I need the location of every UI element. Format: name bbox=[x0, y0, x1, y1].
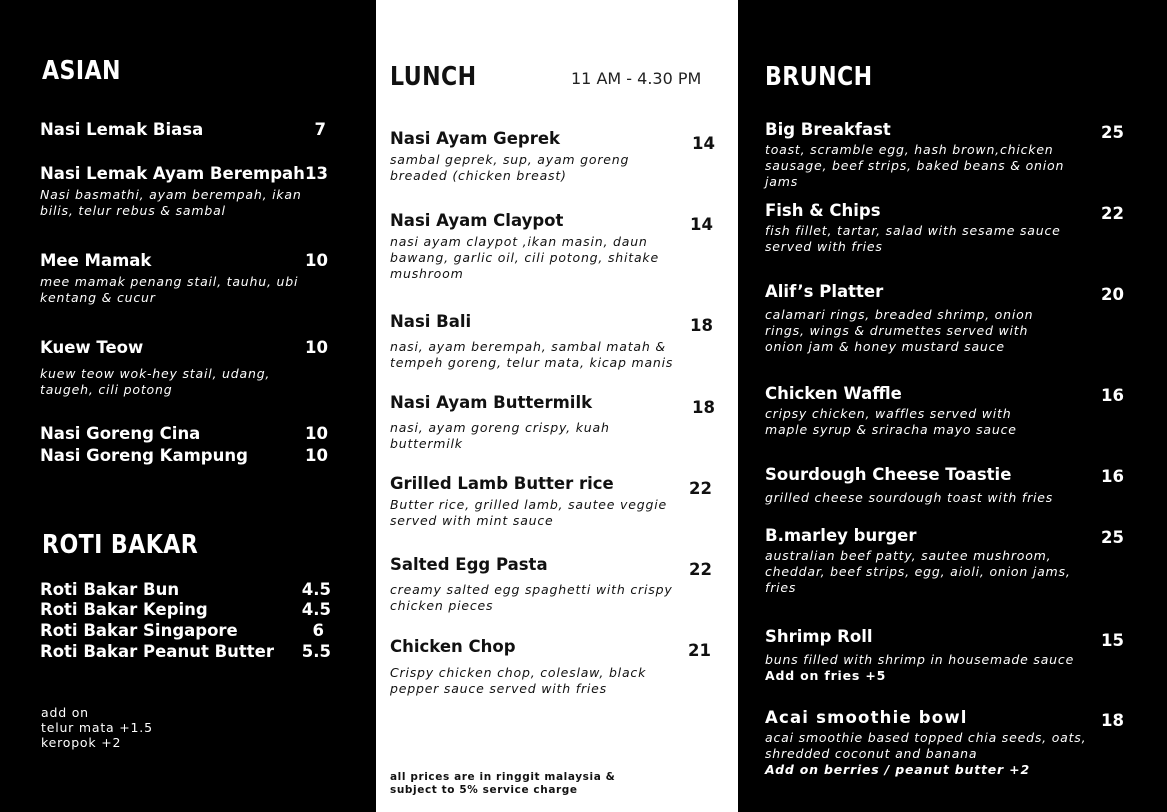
item-description: cripsy chicken, waffles served with maple syrup & sriracha mayo sauce bbox=[765, 406, 1017, 437]
menu-item bbox=[765, 627, 1095, 684]
add-on-note bbox=[41, 705, 153, 750]
item-name: Mee Mamak bbox=[40, 251, 152, 270]
brunch-panel bbox=[738, 0, 1167, 812]
menu-item bbox=[765, 465, 1085, 506]
footnote-line: all prices are in ringgit malaysia & bbox=[390, 771, 616, 783]
item-description: buns filled with shrimp in housemade sauce bbox=[765, 652, 1075, 667]
item-description: kuew teow wok-hey stail, udang, taugeh, cili potong bbox=[40, 366, 271, 397]
item-description: Butter rice, grilled lamb, sautee veggie served with mint sauce bbox=[390, 497, 667, 528]
item-description: Nasi basmathi, ayam berempah, ikan bilis, telur rebus & sambal bbox=[40, 187, 302, 218]
item-description: creamy salted egg spaghetti with crispy chicken pieces bbox=[390, 582, 673, 613]
item-price: 22 bbox=[689, 479, 712, 498]
item-price: 21 bbox=[688, 641, 711, 660]
price-footnote bbox=[390, 771, 615, 797]
asian-heading: ASIAN bbox=[42, 56, 121, 86]
item-name: Salted Egg Pasta bbox=[390, 555, 548, 574]
item-price: 18 bbox=[690, 316, 713, 335]
item-description: grilled cheese sourdough toast with fries bbox=[765, 490, 1054, 505]
item-price: 14 bbox=[690, 215, 713, 234]
menu-item bbox=[765, 526, 1090, 596]
add-on-label: add on bbox=[41, 705, 89, 720]
item-name: Sourdough Cheese Toastie bbox=[765, 465, 1012, 484]
item-name: Roti Bakar Peanut Butter bbox=[40, 642, 274, 661]
item-price: 10 bbox=[305, 338, 328, 357]
item-name: Roti Bakar Keping bbox=[40, 600, 208, 619]
menu-item bbox=[390, 474, 680, 529]
add-on-line: keropok +2 bbox=[41, 735, 122, 750]
menu-item bbox=[390, 129, 680, 184]
menu-item bbox=[40, 251, 315, 306]
add-on-note: Add on berries / peanut butter +2 bbox=[765, 762, 1030, 777]
item-description: mee mamak penang stail, tauhu, ubi kentang & cucur bbox=[40, 274, 299, 305]
menu-item bbox=[390, 637, 680, 697]
item-name: Roti Bakar Singapore bbox=[40, 621, 238, 640]
menu-item bbox=[765, 708, 1095, 778]
item-name: Shrimp Roll bbox=[765, 627, 873, 646]
menu-item bbox=[765, 201, 1065, 255]
item-description: fish fillet, tartar, salad with sesame sauce served with fries bbox=[765, 223, 1061, 254]
item-price: 18 bbox=[1101, 711, 1124, 730]
item-price: 6 bbox=[312, 621, 324, 640]
item-description: sambal geprek, sup, ayam goreng breaded (chicken breast) bbox=[390, 152, 630, 183]
menu-item bbox=[390, 393, 670, 452]
menu-item bbox=[390, 555, 685, 614]
item-price: 22 bbox=[1101, 204, 1124, 223]
item-price: 16 bbox=[1101, 386, 1124, 405]
menu-item bbox=[40, 164, 310, 219]
menu-item bbox=[40, 120, 300, 139]
item-name: Alif’s Platter bbox=[765, 282, 884, 301]
menu-item bbox=[40, 338, 300, 398]
add-on-line: telur mata +1.5 bbox=[41, 720, 153, 735]
item-name: Nasi Ayam Geprek bbox=[390, 129, 561, 148]
item-price: 18 bbox=[692, 398, 715, 417]
item-price: 7 bbox=[314, 120, 326, 139]
item-price: 10 bbox=[305, 424, 328, 443]
item-description: toast, scramble egg, hash brown,chicken sausage, beef strips, baked beans & onion jams bbox=[765, 142, 1065, 189]
item-price: 16 bbox=[1101, 467, 1124, 486]
menu-item bbox=[765, 282, 1065, 355]
asian-panel bbox=[0, 0, 376, 812]
item-price: 4.5 bbox=[301, 600, 331, 619]
item-description: acai smoothie based topped chia seeds, oats, shredded coconut and banana bbox=[765, 730, 1087, 761]
item-name: Kuew Teow bbox=[40, 338, 144, 357]
item-name: Fish & Chips bbox=[765, 201, 881, 220]
item-price: 22 bbox=[689, 560, 712, 579]
item-price: 25 bbox=[1101, 123, 1124, 142]
item-name: Nasi Ayam Buttermilk bbox=[390, 393, 593, 412]
item-description: nasi ayam claypot ,ikan masin, daun bawang, garlic oil, cili potong, shitake mushroom bbox=[390, 234, 659, 281]
menu-item bbox=[390, 211, 680, 282]
item-name: Chicken Chop bbox=[390, 637, 516, 656]
item-description: calamari rings, breaded shrimp, onion rings, wings & drumettes served with onion jam & honey mustard sauce bbox=[765, 307, 1034, 354]
brunch-heading: BRUNCH bbox=[765, 62, 873, 92]
item-name: Grilled Lamb Butter rice bbox=[390, 474, 614, 493]
item-description: australian beef patty, sautee mushroom, cheddar, beef strips, egg, aioli, onion jams, fries bbox=[765, 548, 1071, 595]
item-name: B.marley burger bbox=[765, 526, 917, 545]
item-price: 25 bbox=[1101, 528, 1124, 547]
item-price: 20 bbox=[1101, 285, 1124, 304]
item-price: 13 bbox=[305, 164, 328, 183]
item-name: Nasi Goreng Cina bbox=[40, 424, 201, 443]
lunch-heading: LUNCH bbox=[390, 62, 477, 92]
item-name: Big Breakfast bbox=[765, 120, 891, 139]
item-price: 4.5 bbox=[301, 580, 331, 599]
item-price: 10 bbox=[305, 446, 328, 465]
item-name: Chicken Waffle bbox=[765, 384, 902, 403]
item-name: Nasi Ayam Claypot bbox=[390, 211, 564, 230]
item-price: 15 bbox=[1101, 631, 1124, 650]
item-price: 5.5 bbox=[301, 642, 331, 661]
menu-item bbox=[765, 384, 1055, 438]
item-description: nasi, ayam goreng crispy, kuah buttermilk bbox=[390, 420, 610, 451]
item-price: 10 bbox=[305, 251, 328, 270]
item-name: Nasi Bali bbox=[390, 312, 472, 331]
footnote-line: subject to 5% service charge bbox=[390, 784, 578, 796]
roti-bakar-heading: ROTI BAKAR bbox=[42, 530, 199, 560]
item-price: 14 bbox=[692, 134, 715, 153]
lunch-hours: 11 AM - 4.30 PM bbox=[571, 69, 702, 88]
menu-item bbox=[390, 312, 685, 371]
menu-item bbox=[765, 120, 1085, 190]
lunch-panel bbox=[376, 0, 738, 812]
item-name: Roti Bakar Bun bbox=[40, 580, 180, 599]
item-description: nasi, ayam berempah, sambal matah & tempeh goreng, telur mata, kicap manis bbox=[390, 339, 674, 370]
item-name: Nasi Lemak Biasa bbox=[40, 120, 204, 139]
item-description: Crispy chicken chop, coleslaw, black pepper sauce served with fries bbox=[390, 665, 647, 696]
item-name: Nasi Lemak Ayam Berempah bbox=[40, 164, 305, 183]
item-name: Nasi Goreng Kampung bbox=[40, 446, 248, 465]
add-on-note: Add on fries +5 bbox=[765, 668, 887, 683]
item-name: Acai smoothie bowl bbox=[765, 708, 968, 727]
